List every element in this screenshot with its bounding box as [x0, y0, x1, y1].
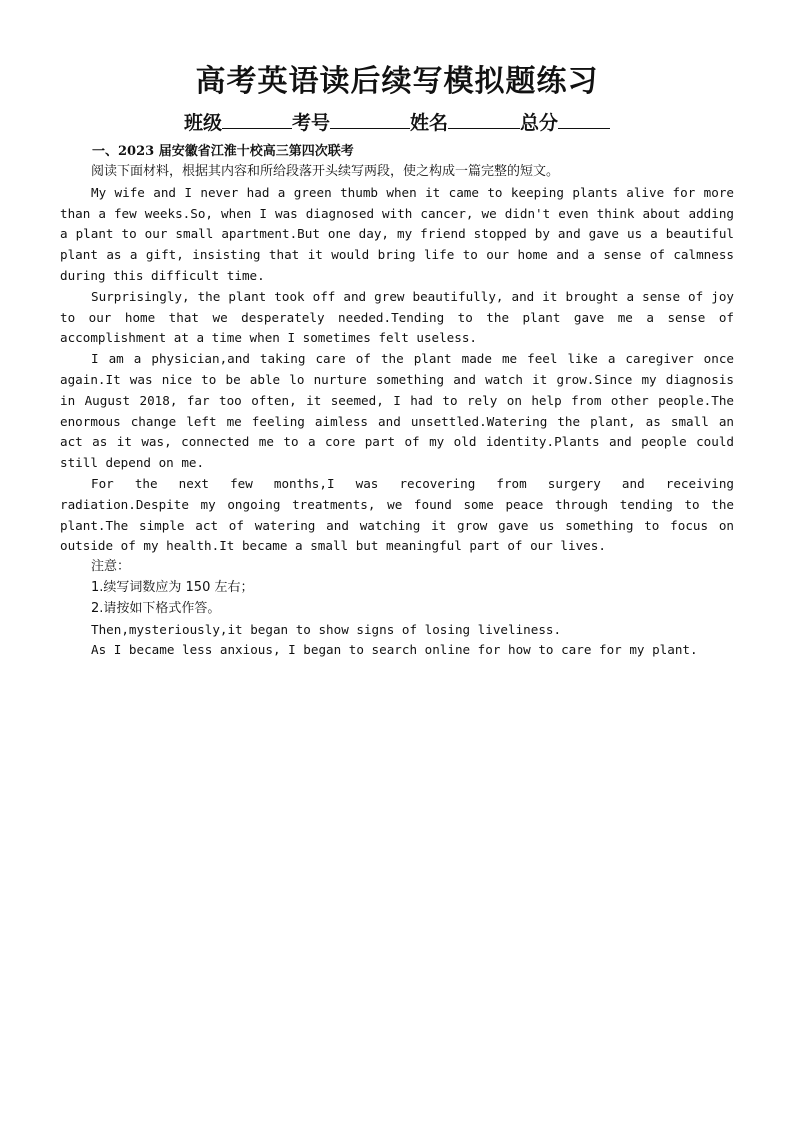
number-blank: [330, 110, 410, 129]
number-label: 考号: [291, 112, 330, 134]
student-info-line: [60, 108, 734, 138]
score-label: 总分: [520, 112, 559, 134]
notes-label: 注意：: [91, 559, 131, 575]
passage-paragraph-4: For the next few months,I was recovering from surgery and receiving radiation.Despite my ongoing treatments, we found some peace through tending to the plant.The simple act of watering and watching it grow gave us something to focus on outside of my health.It became a small but meaningful part of our lives.: [60, 475, 734, 554]
page-title: 高考英语读后续写模拟题练习: [195, 64, 599, 99]
continuation-prompt-2: As I became less anxious, I began to search online for how to care for my plant.: [91, 642, 698, 658]
passage-paragraph-3: I am a physician,and taking care of the plant made me feel like a caregiver once again.It was nice to be able lo nurture something and watch it grow.Since my diagnosis in August 2018, far too often, it seemed, I had to rely on help from other people.The enormous change left me feeling aimless and unsettled.Watering the plant, as small an act as it was, connected me to a core part of my old identity.Plants and people could still depend on me.: [60, 351, 734, 471]
worksheet-page: [60, 62, 734, 661]
continuation-prompt-1: Then,mysteriously,it began to show signs of losing liveliness.: [91, 621, 562, 637]
class-label: 班级: [183, 112, 222, 134]
name-blank: [448, 110, 520, 129]
note-format: 2.请按如下格式作答。: [91, 600, 221, 616]
section-heading: 一、2023 届安徽省江淮十校高三第四次联考: [92, 144, 354, 159]
instruction-text: 阅读下面材料，根据其内容和所给段落开头续写两段，使之构成一篇完整的短文。: [91, 164, 560, 179]
name-label: 姓名: [410, 112, 449, 134]
score-blank: [558, 110, 610, 129]
passage-paragraph-1: My wife and I never had a green thumb when it came to keeping plants alive for more than a few weeks.So, when I was diagnosed with cancer, we didn't even think about adding a plant to our small apartment.But one day, my friend stopped by and gave us a beautiful plant as a gift, insisting that it would bring life to our home and a sense of calmness during this difficult time.: [60, 184, 734, 283]
passage-paragraph-2: Surprisingly, the plant took off and grew beautifully, and it brought a sense of joy to our home that we desperately needed.Tending to the plant gave me a sense of accomplishment at a time when I sometimes felt useless.: [60, 288, 734, 346]
passage: [60, 162, 734, 661]
class-blank: [222, 110, 292, 129]
note-word-count: 1.续写词数应为 150 左右；: [91, 579, 254, 595]
